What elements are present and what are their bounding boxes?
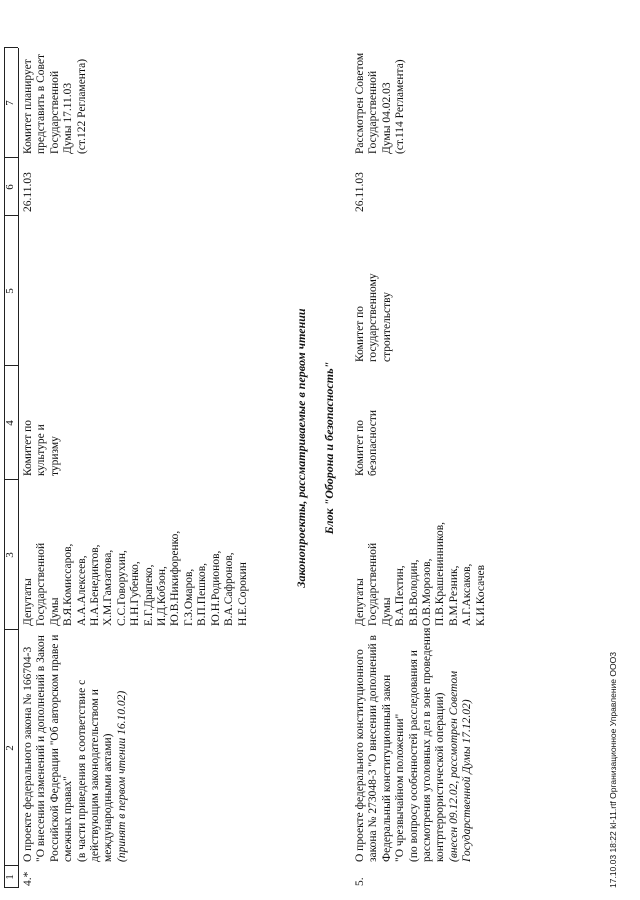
col-header-6: 6	[4, 184, 16, 190]
row4-note: Комитет планирует представить в Совет Государственной Думы 17.11.03 (ст.122 Регламента)	[22, 53, 88, 154]
row5-authors: Депутаты Государственной Думы В.А.Пехтин, В.В.Володин, О.В.Морозов, П.В.Крашенинников, В.М.Резник, А.Г.Аксаков, К.И.Косачев	[354, 521, 487, 626]
block-heading: Блок "Оборона и безопасность"	[322, 361, 336, 535]
col-header-5: 5	[4, 288, 16, 294]
row4-date: 26.11.03	[22, 172, 34, 212]
footer-text: 17.10.03 18:22 kl-11.rtf Организационное Управление ООО3	[608, 652, 618, 888]
col-header-1: 1	[4, 874, 16, 880]
row5-note: Рассмотрен Советом Государственной Думы 04.02.03 (ст.114 Регламента)	[354, 52, 407, 154]
header-bottom-border	[18, 48, 19, 888]
row5-number: 5.	[354, 877, 366, 886]
row5-committee: Комитет по безопасности	[354, 409, 380, 476]
row5-co-committee: Комитет по государственному строительству	[354, 273, 393, 362]
row5-title: О проекте федерального конституционного закона № 273048-3 "О внесении дополнений в Федеральный конституционный закон "О чрезвычайном положении" (по вопросу особенностей расследования и рассмотрения уголовных дел в зоне проведения контртеррористической операции) (внесен 09.12.02, рассмотрен Советом Государственной Думы 17.12.02)	[354, 627, 474, 862]
col-header-3: 3	[4, 552, 16, 558]
section-heading: Законопроекты, рассматриваемые в первом чтении	[294, 308, 308, 588]
col-header-7: 7	[4, 100, 16, 106]
document-page	[4, 8, 624, 888]
row4-committee: Комитет по культуре и туризму	[22, 420, 61, 476]
row5-date: 26.11.03	[354, 172, 366, 212]
row4-title: О проекте федерального закона № 166704-3 "О внесении изменений и дополнений в Закон Российской Федерации "Об авторском праве и смежных правах" (в части приведения в соответствие с действующим законодательством и международными актами) (принят в первом чтении 16.10.02)	[22, 634, 128, 862]
col-header-2: 2	[4, 745, 16, 751]
row4-authors: Депутаты Государственной Думы В.Я.Комиссаров, А.А.Алексеев, Н.А.Бенедиктов, Х.М.Гамзатова, С.С.Говорухин, Н.Н.Губенко, Е.Г.Драпеко, И.Д.Кобзон, Ю.В.Никифоренко, Г.З.Омаров, В.П.Пешков, Ю.Н.Родионов, В.А.Сафронов, Н.Е.Сорокин	[22, 530, 249, 626]
row4-number: 4.*	[22, 871, 34, 886]
col-header-4: 4	[4, 420, 16, 426]
